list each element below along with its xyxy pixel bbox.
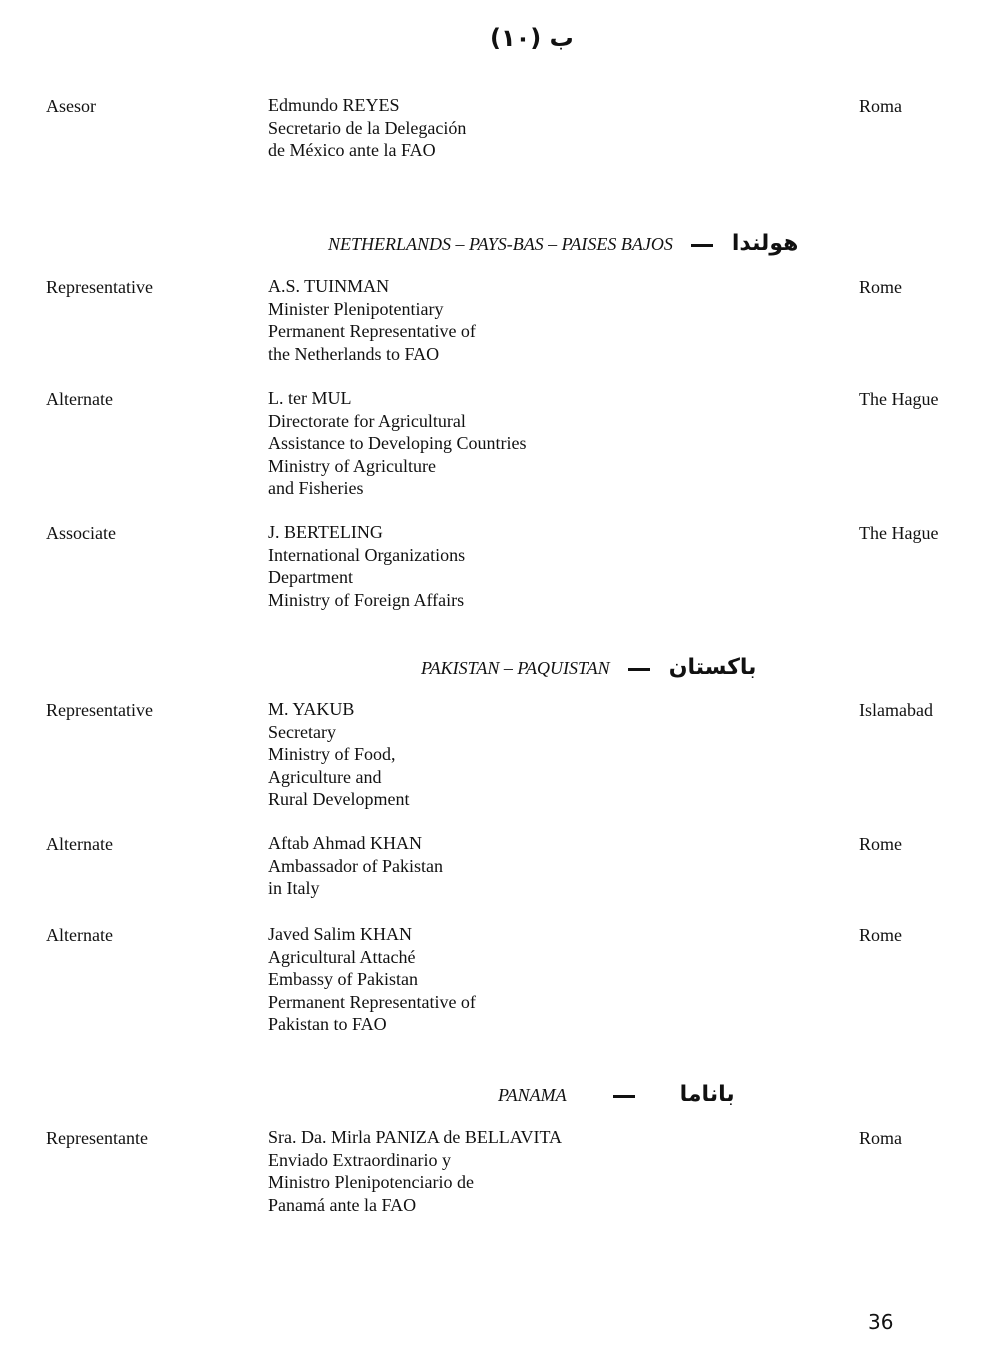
delegate-role: Alternate: [46, 389, 113, 409]
delegate-city: Rome: [859, 277, 902, 297]
delegate-title-line: the Netherlands to FAO: [268, 343, 440, 364]
country-heading: [498, 1082, 735, 1107]
delegate-title-line: Enviado Extraordinario y: [268, 1149, 451, 1170]
delegate-city: The Hague: [859, 523, 939, 543]
delegate-title-line: Ministry of Foreign Affairs: [268, 589, 465, 610]
delegate-name: L. ter MUL: [268, 388, 352, 408]
delegate-title-line: Panamá ante la FAO: [268, 1194, 417, 1215]
delegate-role: Representante: [46, 1128, 148, 1148]
delegate-city: The Hague: [859, 389, 939, 409]
delegate-details: [268, 521, 465, 611]
delegate-city: Roma: [859, 96, 902, 116]
delegate-name: J. BERTELING: [268, 522, 383, 542]
delegate-details: [268, 698, 409, 811]
delegate-name: Sra. Da. Mirla PANIZA de BELLAVITA: [268, 1127, 563, 1147]
dash-separator: [691, 244, 713, 247]
delegate-title-line: Agriculture and: [268, 766, 382, 787]
page-header: ب (١٠): [490, 24, 574, 52]
delegate-name: Edmundo REYES: [268, 95, 400, 115]
delegate-title-line: Secretario de la Delegación: [268, 117, 467, 138]
delegate-title-line: Permanent Representative of: [268, 321, 476, 341]
delegate-title-line: Ministro Plenipotenciario de: [268, 1172, 474, 1192]
delegate-title-line: Directorate for Agricultural: [268, 410, 466, 431]
delegate-city: Rome: [859, 925, 902, 945]
delegate-title-line: International Organizations: [268, 544, 466, 565]
delegate-name: Aftab Ahmad KHAN: [268, 833, 422, 853]
country-heading: [328, 231, 798, 256]
delegate-title-line: Ambassador of Pakistan: [268, 855, 443, 876]
delegate-title-line: Ministry of Agriculture: [268, 455, 436, 476]
delegate-title-line: Minister Plenipotentiary: [268, 298, 444, 319]
delegate-details: [268, 275, 476, 365]
dash-separator: [628, 668, 650, 671]
delegate-details: [268, 832, 443, 900]
delegate-role: Representative: [46, 277, 153, 297]
delegate-details: [268, 1126, 562, 1216]
delegate-title-line: Embassy of Pakistan: [268, 969, 418, 989]
delegate-title-line: Pakistan to FAO: [268, 1014, 387, 1034]
country-heading-arabic: باكستان: [668, 655, 757, 680]
country-heading-text: PAKISTAN – PAQUISTAN: [421, 658, 610, 678]
delegate-title-line: Department: [268, 567, 353, 587]
delegate-role: Asesor: [46, 96, 96, 116]
delegate-name: M. YAKUB: [268, 699, 355, 719]
delegate-name: Javed Salim KHAN: [268, 924, 412, 944]
delegate-title-line: de México ante la FAO: [268, 140, 436, 160]
delegate-details: [268, 923, 476, 1036]
delegate-city: Rome: [859, 834, 902, 854]
country-heading-arabic: هولندا: [731, 231, 799, 256]
delegate-city: Islamabad: [859, 700, 933, 720]
delegate-details: [268, 94, 466, 162]
delegate-role: Representative: [46, 700, 153, 720]
country-heading-arabic: باناما: [679, 1082, 735, 1107]
country-heading-text: NETHERLANDS – PAYS-BAS – PAISES BAJOS: [328, 234, 673, 254]
delegate-title-line: Assistance to Developing Countries: [268, 433, 527, 453]
delegate-city: Roma: [859, 1128, 902, 1148]
delegate-role: Alternate: [46, 834, 113, 854]
country-heading: [421, 655, 756, 680]
delegate-title-line: in Italy: [268, 878, 320, 898]
delegate-title-line: and Fisheries: [268, 478, 364, 498]
dash-separator: [613, 1095, 635, 1098]
delegate-details: [268, 387, 526, 500]
country-heading-text: PANAMA: [498, 1085, 567, 1105]
delegate-title-line: Permanent Representative of: [268, 991, 476, 1012]
delegate-name: A.S. TUINMAN: [268, 276, 390, 296]
delegate-title-line: Agricultural Attaché: [268, 946, 416, 967]
delegate-title-line: Secretary: [268, 721, 336, 742]
delegate-role: Alternate: [46, 925, 113, 945]
delegate-title-line: Ministry of Food,: [268, 744, 396, 764]
page-number: 36: [868, 1310, 894, 1334]
delegate-title-line: Rural Development: [268, 789, 410, 809]
delegate-role: Associate: [46, 523, 116, 543]
